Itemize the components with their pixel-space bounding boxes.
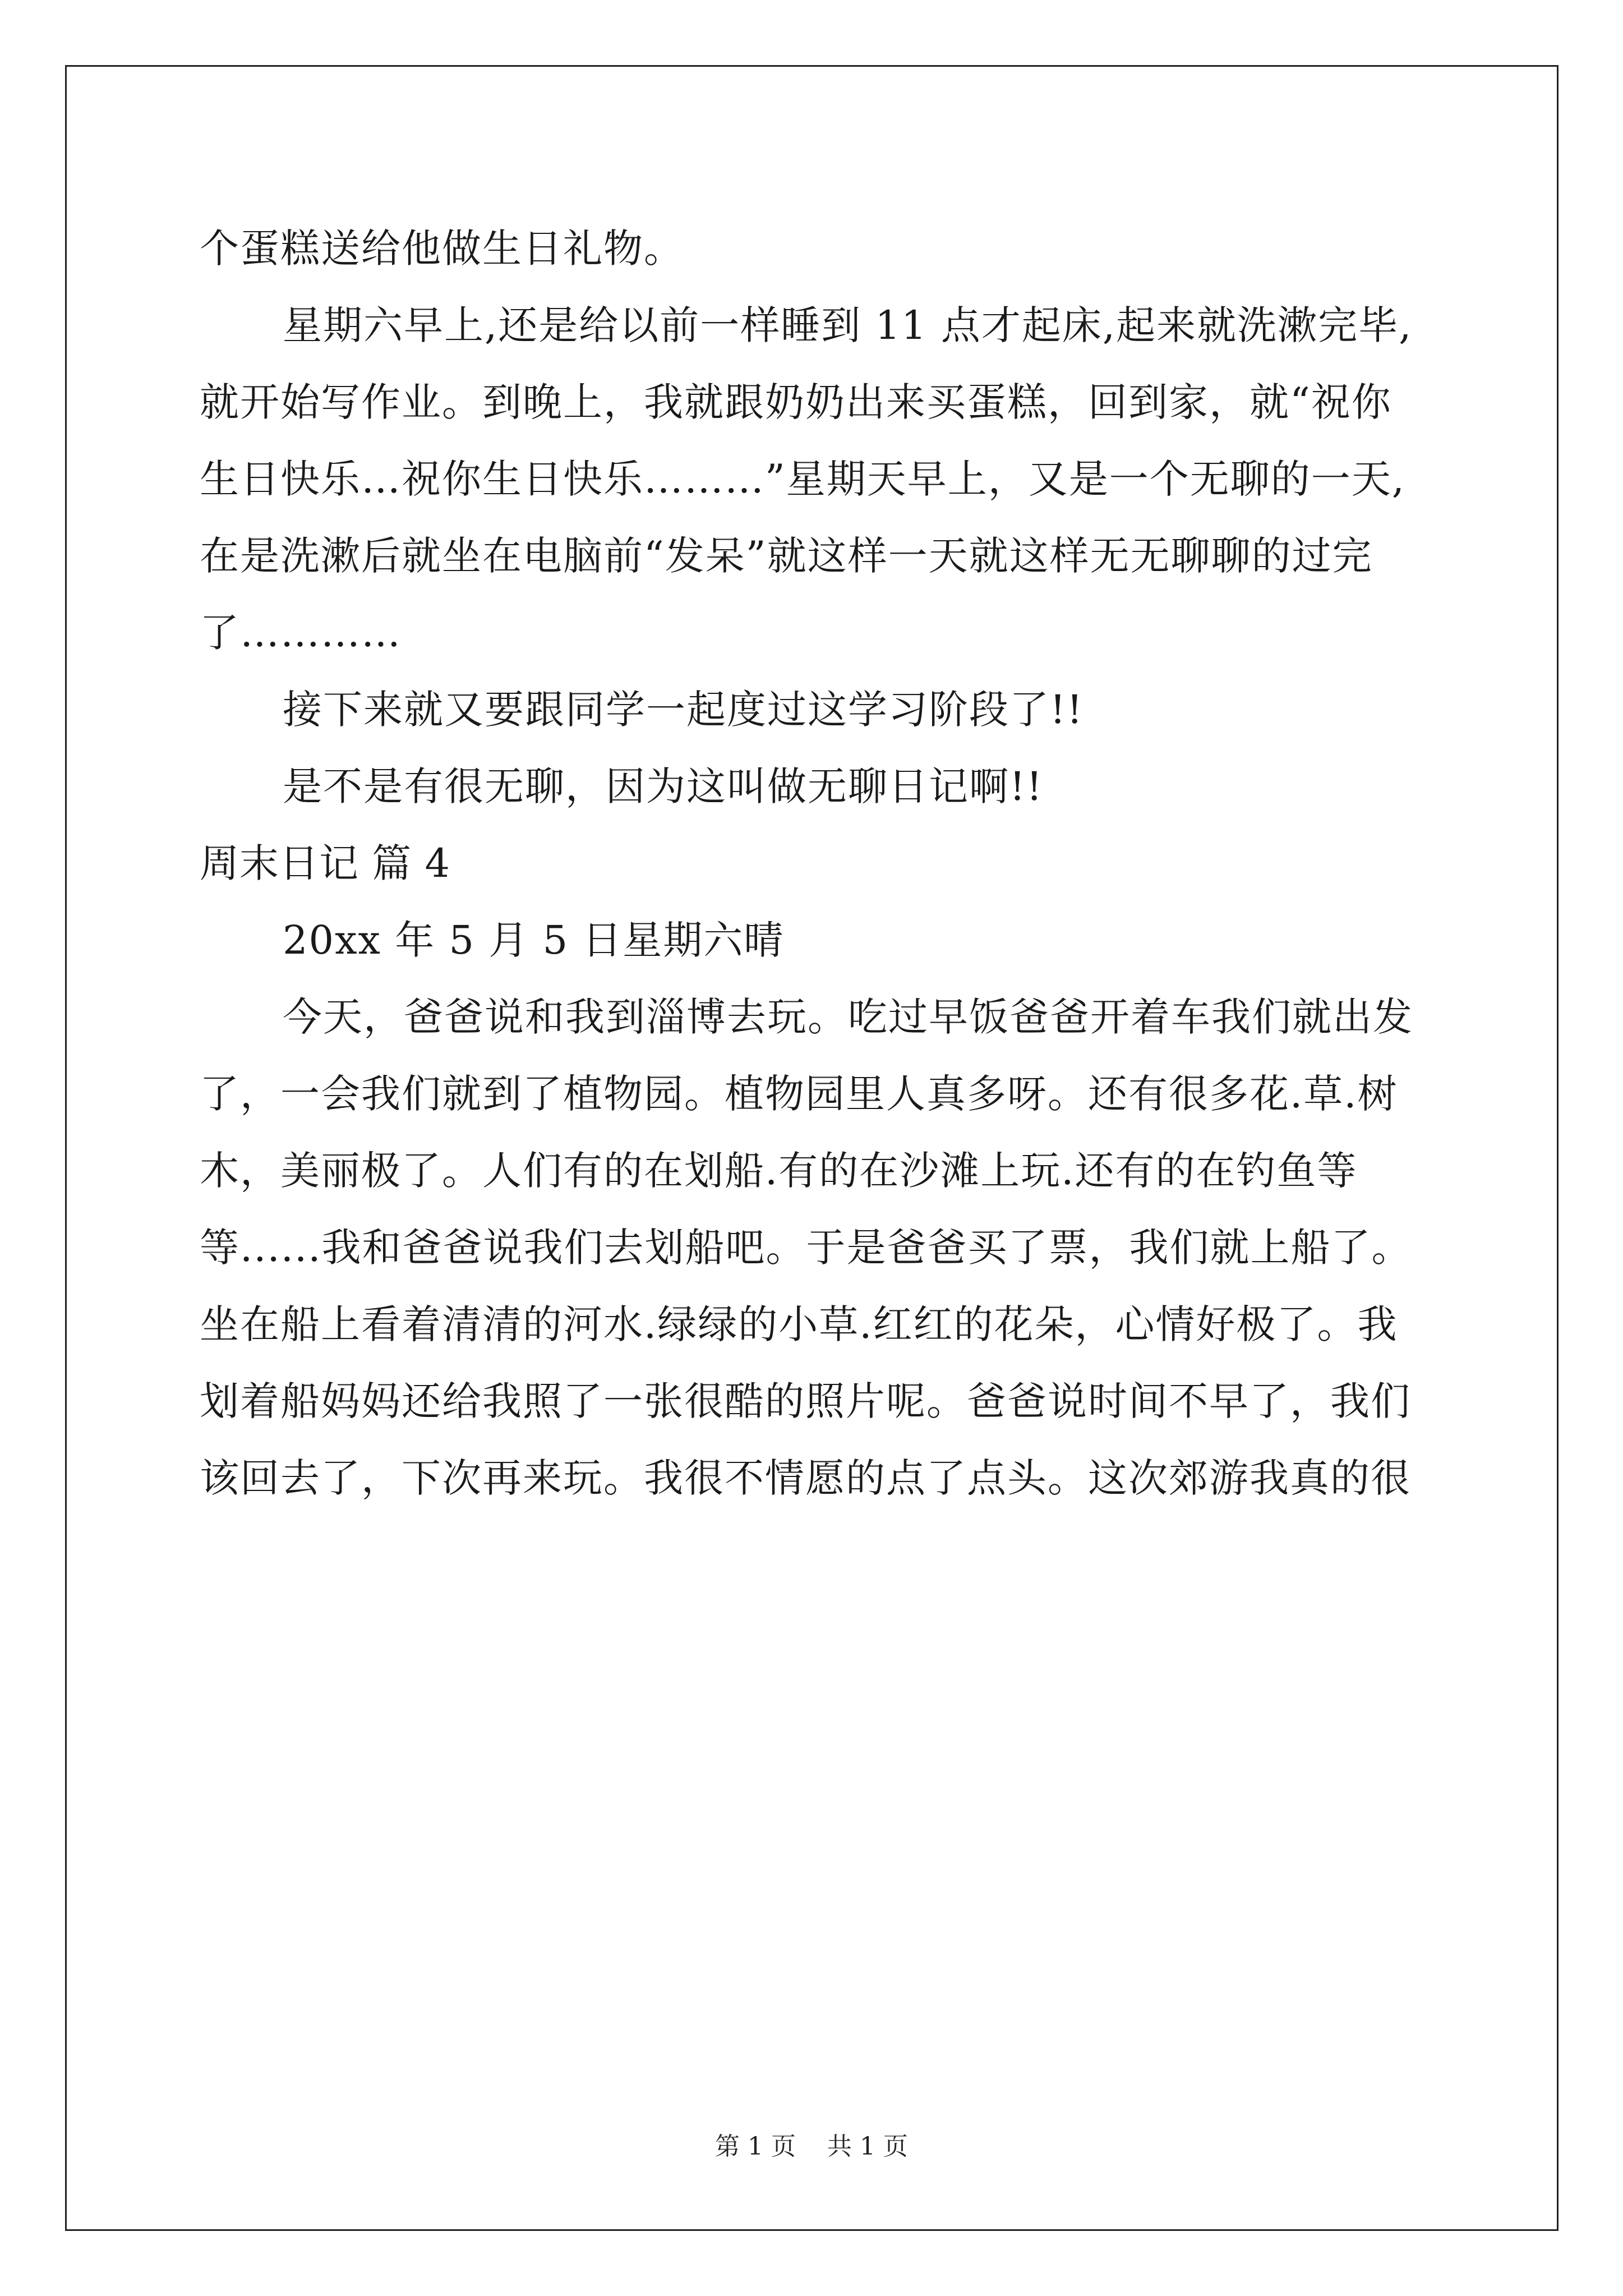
page-footer: 第 1 页 共 1 页 [715,2132,908,2161]
text-line: 了………… [200,610,402,656]
text-line: 在是洗漱后就坐在电脑前“发呆”就这样一天就这样无无聊聊的过完 [200,533,1373,579]
text-line: 该回去了，下次再来玩。我很不情愿的点了点头。这次郊游我真的很 [200,1455,1411,1501]
text-line: 是不是有很无聊，因为这叫做无聊日记啊!! [283,763,1044,809]
text-line: 坐在船上看着清清的河水.绿绿的小草.红红的花朵，心情好极了。我 [200,1301,1398,1347]
section-heading: 周末日记 篇 4 [200,840,451,886]
text-line: 生日快乐…祝你生日快乐………”星期天早上，又是一个无聊的一天, [200,456,1406,502]
date-line: 20xx 年 5 月 5 日星期六晴 [283,917,785,963]
text-line: 划着船妈妈还给我照了一张很酷的照片呢。爸爸说时间不早了，我们 [200,1378,1411,1424]
text-line: 接下来就又要跟同学一起度过这学习阶段了!! [283,687,1084,733]
text-line: 星期六早上,还是给以前一样睡到 11 点才起床,起来就洗漱完毕, [283,302,1413,348]
text-line: 木，美丽极了。人们有的在划船.有的在沙滩上玩.还有的在钓鱼等 [200,1148,1358,1194]
text-line: 个蛋糕送给他做生日礼物。 [200,226,684,272]
text-line: 就开始写作业。到晚上，我就跟奶奶出来买蛋糕，回到家，就“祝你 [200,379,1392,425]
text-line: 了，一会我们就到了植物园。植物园里人真多呀。还有很多花.草.树 [200,1071,1398,1117]
text-line: 今天，爸爸说和我到淄博去玩。吃过早饭爸爸开着车我们就出发 [283,994,1413,1040]
text-line: 等......我和爸爸说我们去划船吧。于是爸爸买了票，我们就上船了。 [200,1225,1412,1271]
